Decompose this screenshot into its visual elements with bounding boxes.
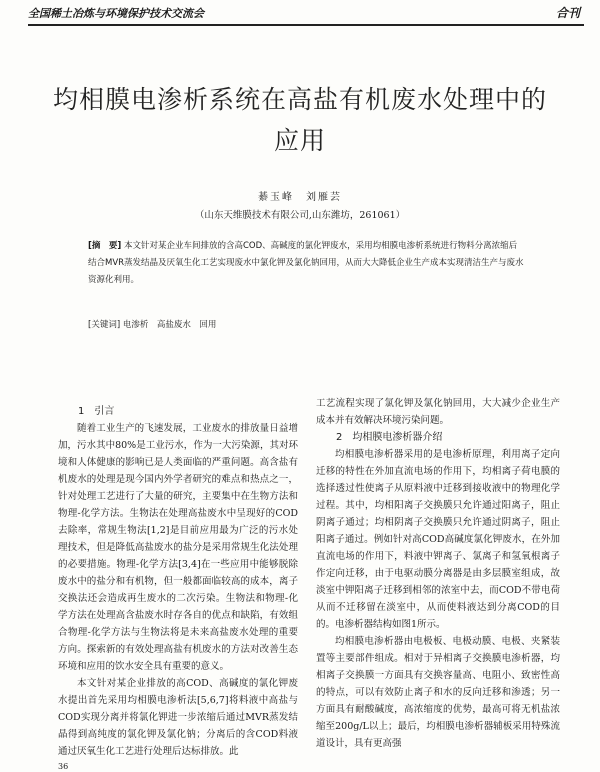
abstract-text: 本文针对某企业车间排放的含高COD、高碱度的氯化钾废水，采用均相膜电渗析系统进行物料分离浓缩后结合MVR蒸发结晶及厌氧生化工艺实现废水中氯化钾及氯化钠回用，从而大大降低企业生产成本实现清洁生产与废水资源化利用。 xyxy=(88,241,524,285)
authors: 綦玉峰 刘雁芸 xyxy=(258,192,342,203)
paragraph: 工艺流程实现了氯化钾及氯化钠回用，大大减少企业生产成本并有效解决环境污染问题。 xyxy=(316,398,560,426)
section-heading-electrodialyzer: 2 均相膜电渗析器介绍 xyxy=(336,432,443,443)
issue-label: 合刊 xyxy=(555,6,580,20)
paragraph: 均相膜电渗析器采用的是电渗析原理，利用离子定向迁移的特性在外加直流电场的作用下，均相离子荷电膜的选择透过性使离子从原料液中迁移到接收液中的物理化学过程。其中，均相阳离子交换膜只允许通过阳离子，阻止阴离子通过；均相阴离子交换膜只允许通过阴离子，阻止阳离子通过。例如针对高COD高碱度氯化钾废水，在外加直流电场的作用下，料液中钾离子、氯离子和氢氧根离子作定向迁移，由于电驱动膜分离器是由多层膜室组成，故淡室中钾阳离子迁移到相邻的浓室中去，而COD不带电荷从而不迁移留在淡室中，从而使料液达到分离COD的目的。电渗析器结构如图1所示。 xyxy=(316,449,560,630)
paragraph: 均相膜电渗析器由电极板、电极动膜、电极、夹紧装置等主要部件组成。相对于异相离子交换膜电渗析器，均相离子交换膜一方面具有交换容量高、电阻小、致密性高的特点，可以有效防止离子和水的反向迁移和渗透；另一方面具有耐酸碱度，高浓缩度的优势，最高可将无机盐浓缩至200g/L以上；最后，均相膜电渗析器辅板采用特殊流道设计，具有更高强 xyxy=(316,636,560,749)
left-column xyxy=(58,403,298,760)
keywords xyxy=(88,318,524,330)
paper-title-line-2: 应用 xyxy=(273,126,326,155)
keywords-text: 电渗析 高盐废水 回用 xyxy=(122,320,217,330)
running-header xyxy=(28,2,584,26)
right-column xyxy=(316,395,560,752)
abstract xyxy=(88,238,524,289)
abstract-label: [摘 要] xyxy=(88,241,122,251)
keywords-label: [关键词] xyxy=(88,320,121,330)
paragraph: 本文针对某企业排放的高COD、高碱度的氯化钾废水提出首先采用均相膜电渗析法[5,6,7]将料液中高盐与COD实现分离并将氯化钾进一步浓缩后通过MVR蒸发结晶得到高纯度的氯化钾及氯化钠；分离后的含COD料液通过厌氧生化工艺进行处理后达标排放。此 xyxy=(58,678,298,757)
page-number: 36 xyxy=(58,762,69,771)
paragraph: 随着工业生产的飞速发展，工业废水的排放量日益增加，污水其中80%是工业污水，作为一大污染源，其对环境和人体健康的影响已是人类面临的严重问题。高含盐有机废水的处理是现今国内外学者研究的难点和热点之一，针对处理工艺进行了大量的研究，主要集中在生物方法和物理-化学方法。生物法在处理高盐废水中呈现好的COD去除率，常规生物法[1,2]是目前应用最为广泛的污水处理技术，但是降低高盐废水的盐分是采用常规生化法处理的必要措施。物理-化学方法[3,4]在一些应用中能够脱除废水中的盐分和有机物，但一般都面临较高的成本，离子交换法还会造成再生废水的二次污染。生物法和物理-化学方法在处理高含盐废水时存各自的优点和缺陷，有效组合物理-化学方法与生物法将是未来高盐废水处理的重要方向。探索新的有效处理高盐有机废水的方法对改善生态环境和应用的饮水安全具有重要的意义。 xyxy=(58,423,298,672)
affiliation: （山东天维膜技术有限公司,山东潍坊，261061） xyxy=(194,210,406,221)
journal-name: 全国稀土冶炼与环境保护技术交流会 xyxy=(28,7,204,20)
section-heading-intro: 1 引言 xyxy=(78,406,115,417)
paper-title-line-1: 均相膜电渗析系统在高盐有机废水处理中的 xyxy=(52,85,547,114)
